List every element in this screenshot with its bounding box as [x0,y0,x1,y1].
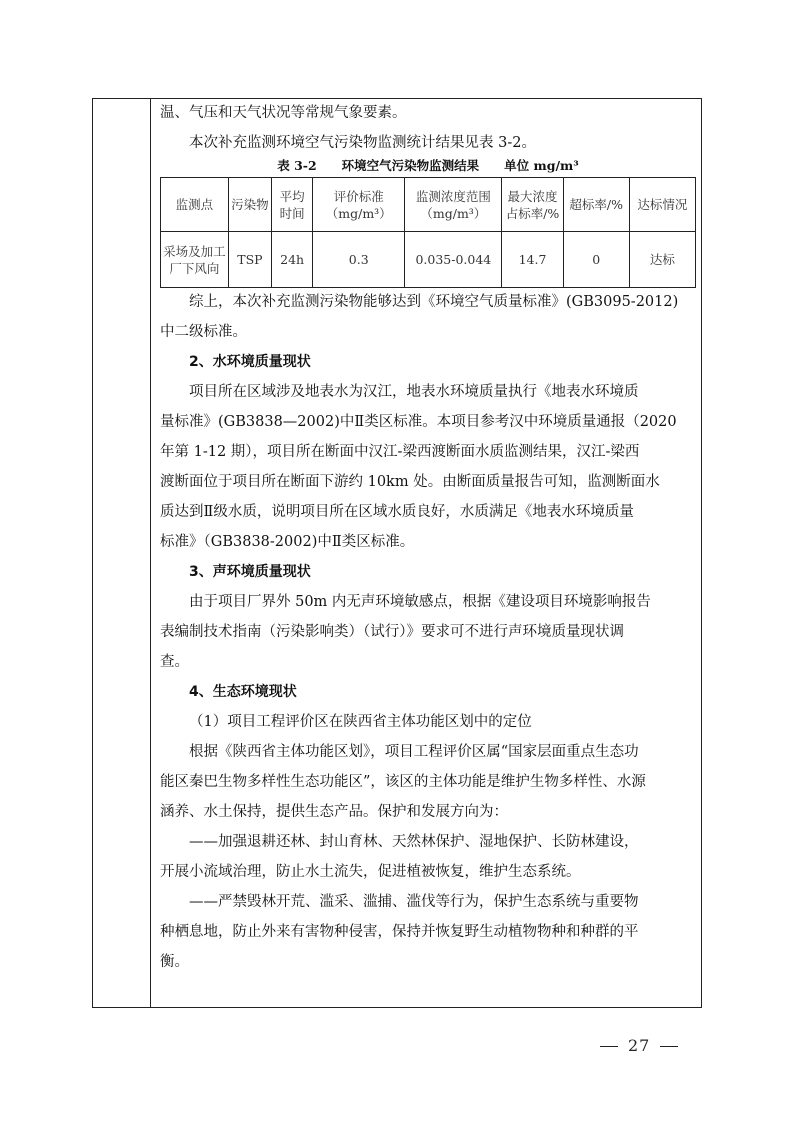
footer-dash [660,1046,678,1047]
text-line: 本次补充监测环境空气污染物监测统计结果见表 3-2。 [189,135,536,151]
text-line: 根据《陕西省主体功能区划》，项目工程评价区属“国家层面重点生态功 [189,744,639,760]
table-cell: 24h [271,232,312,288]
text-line: 开展小流域治理，防止水土流失，促进植被恢复，维护生态系统。 [160,864,581,880]
text-line: 查。 [160,654,189,670]
column-divider [150,99,151,1007]
table-cell: 采场及加工厂下风向 [161,232,229,288]
text-line: 综上，本次补充监测污染物能够达到《环境空气质量标准》(GB3095-2012) [189,294,679,310]
header-cell: 评价标准（mg/m³） [313,178,405,232]
page-footer [590,1036,688,1055]
table-row [161,232,696,288]
table-cell: 达标 [629,232,695,288]
header-cell: 最大浓度占标率/% [502,178,563,232]
footer-dash [600,1046,618,1047]
table-header-row [161,178,696,232]
header-cell: 监测点 [161,178,229,232]
section-heading: 3、声环境质量现状 [189,564,311,580]
section-heading: 2、水环境质量现状 [189,354,311,370]
table-cell: 0 [563,232,629,288]
table-caption: 表 3-2 环境空气污染物监测结果 单位 mg/m³ [277,158,579,173]
table-cell: 0.3 [313,232,405,288]
section-heading: 4、生态环境现状 [189,684,297,700]
text-line: 量标准》(GB3838—2002)中Ⅱ类区标准。本项目参考汉中环境质量通报（2020 [160,414,677,430]
text-line: 项目所在区域涉及地表水为汉江，地表水环境质量执行《地表水环境质 [189,384,639,400]
text-line: 年第 1-12 期），项目所在断面中汉江-梁西渡断面水质监测结果，汉江-梁西 [160,444,640,460]
text-line: 质达到Ⅱ级水质，说明项目所在区域水质良好，水质满足《地表水环境质量 [160,504,634,520]
text-line: 表编制技术指南（污染影响类）（试行）》要求可不进行声环境质量现状调 [160,624,624,640]
page-number: 27 [628,1036,651,1055]
text-line: 标准》（GB3838-2002)中Ⅱ类区标准。 [160,534,415,550]
table-cell: 14.7 [502,232,563,288]
text-line: 种栖息地，防止外来有害物种侵害，保持并恢复野生动植物物种和种群的平 [160,924,639,940]
text-line: 由于项目厂界外 50m 内无声环境敏感点，根据《建设项目环境影响报告 [189,594,651,610]
body-text [160,287,696,977]
header-cell: 平均时间 [271,178,312,232]
top-text [160,98,696,158]
text-line: （1）项目工程评价区在陕西省主体功能区划中的定位 [189,714,532,730]
text-line: ——严禁毁林开荒、滥采、滥捕、滥伐等行为，保护生态系统与重要物 [189,894,639,910]
text-line: 能区秦巴生物多样性生态功能区”，该区的主体功能是维护生物多样性、水源 [160,774,646,790]
header-cell: 污染物 [228,178,271,232]
monitoring-table [160,177,696,288]
text-line: 中二级标准。 [160,324,247,340]
table-cell: 0.035-0.044 [405,232,502,288]
text-line: 涵养、水土保持，提供生态产品。保护和发展方向为： [160,804,508,820]
text-line: 渡断面位于项目所在断面下游约 10km 处。由断面质量报告可知，监测断面水 [160,474,660,490]
text-line: ——加强退耕还林、封山育林、天然林保护、湿地保护、长防林建设， [189,834,639,850]
header-cell: 超标率/% [563,178,629,232]
header-cell: 监测浓度范围（mg/m³） [405,178,502,232]
table-cell: TSP [228,232,271,288]
text-line: 衡。 [160,954,189,970]
text-line: 温、气压和天气状况等常规气象要素。 [160,105,407,121]
header-cell: 达标情况 [629,178,695,232]
